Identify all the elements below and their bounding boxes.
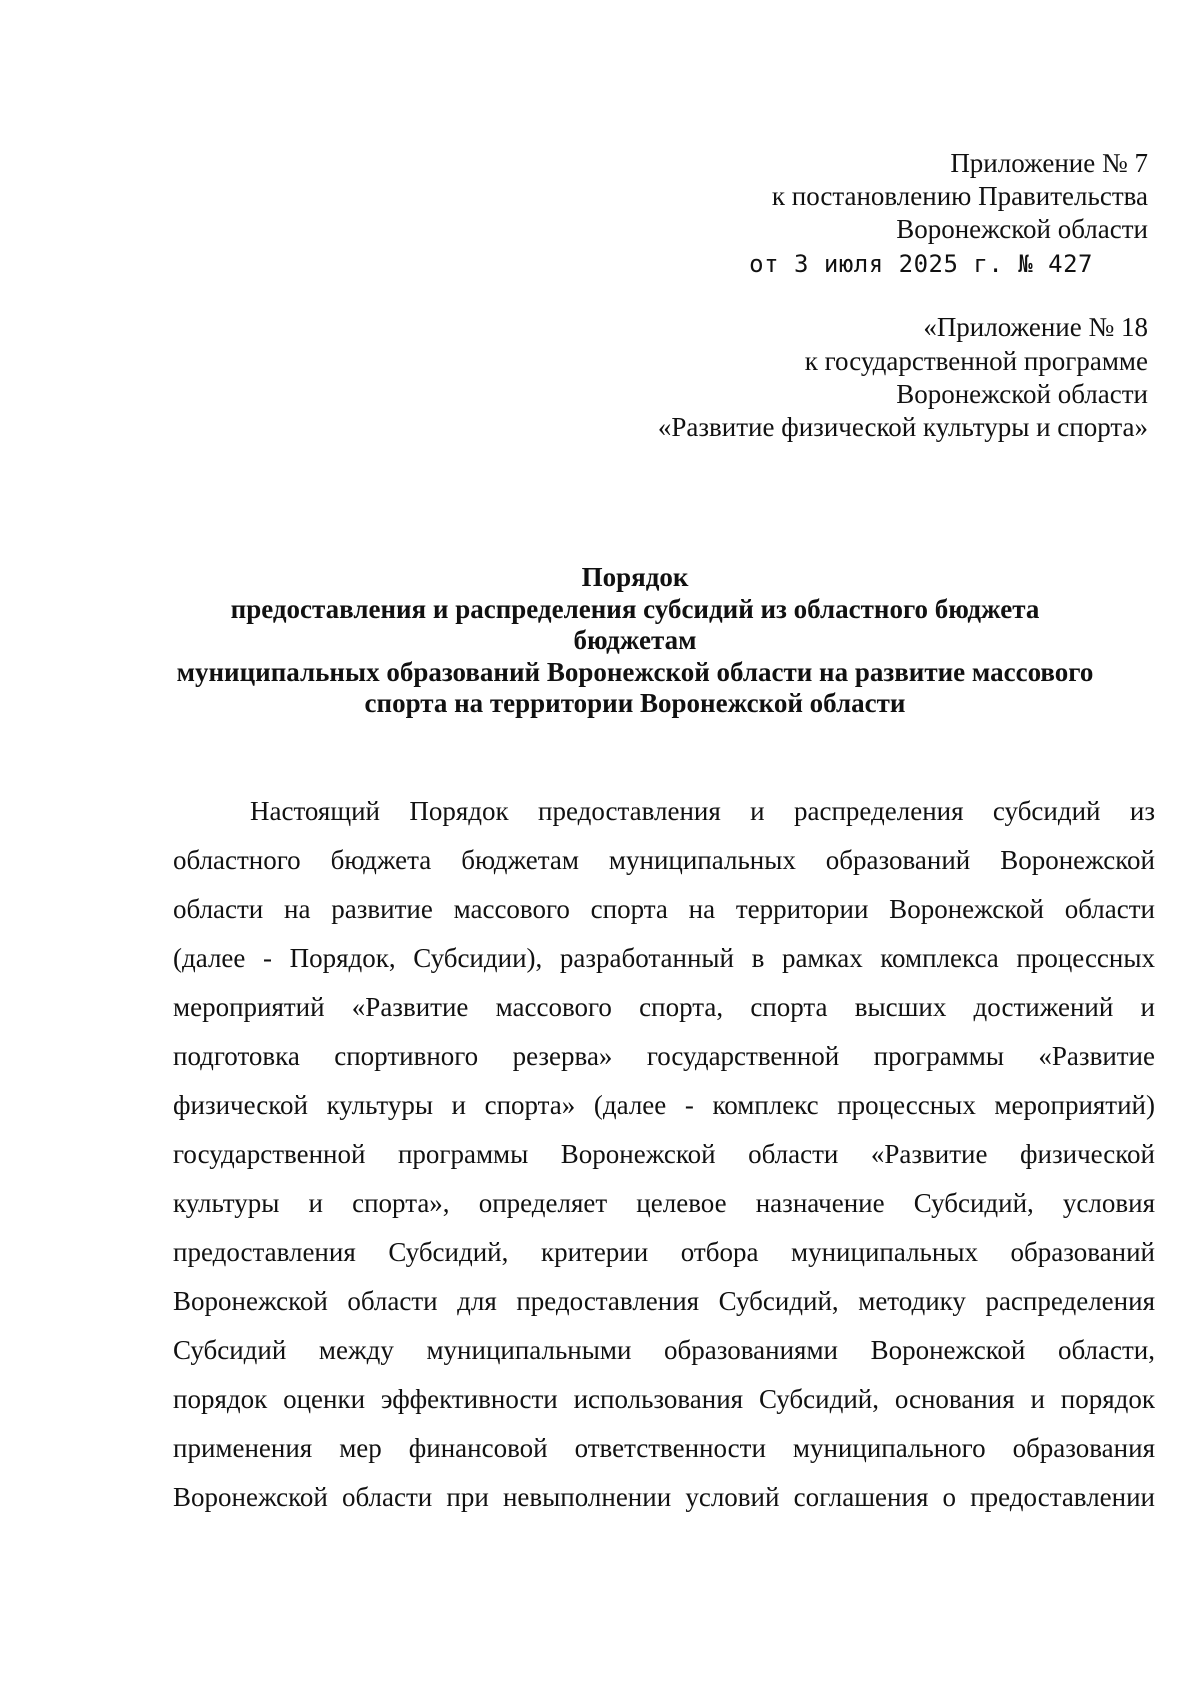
body-line: Настоящий Порядок предоставления и распределения субсидий из [250,796,1155,826]
appendix-program-name: «Развитие физической культуры и спорта» [657,412,1148,442]
body-line: физической культуры и спорта» (далее - комплекс процессных мероприятий) [173,1090,1155,1120]
body-line: областного бюджета бюджетам муниципальных образований Воронежской [173,845,1155,875]
body-line: Воронежской области для предоставления Субсидий, методику распределения [173,1286,1155,1316]
appendix-program-region: Воронежской области [896,379,1148,409]
appendix-program-reference: к государственной программе [804,346,1148,376]
appendix-program-number: «Приложение № 18 [923,312,1148,342]
body-line: Субсидий между муниципальными образованиями Воронежской области, [173,1335,1155,1365]
body-line: порядок оценки эффективности использования Субсидий, основания и порядок [173,1384,1155,1414]
appendix-current-region: Воронежской области [896,214,1148,244]
body-paragraph [173,787,1155,1522]
title-line: муниципальных образований Воронежской области на развитие массового [176,656,1094,687]
body-line: применения мер финансовой ответственности муниципального образования [173,1433,1155,1463]
body-line: Воронежской области при невыполнении условий соглашения о предоставлении [173,1482,1155,1512]
body-line: предоставления Субсидий, критерии отбора муниципальных образований [173,1237,1155,1267]
title-line: Порядок [581,562,689,592]
title-line: предоставления и распределения субсидий из областного бюджета [230,593,1040,624]
body-line: государственной программы Воронежской области «Развитие физической [173,1139,1155,1169]
document-title [120,562,1150,720]
body-line: области на развитие массового спорта на территории Воронежской области [173,894,1155,924]
title-line: бюджетам [573,625,697,655]
title-line: спорта на территории Воронежской области [364,688,906,718]
appendix-current-number: Приложение № 7 [950,148,1148,178]
body-line: (далее - Порядок, Субсидии), разработанный в рамках комплекса процессных [173,943,1155,973]
body-line: культуры и спорта», определяет целевое назначение Субсидий, условия [173,1188,1155,1218]
body-line: мероприятий «Развитие массового спорта, спорта высших достижений и [173,992,1155,1022]
appendix-current-date-number: от 3 июля 2025 г. № 427 [749,250,1093,278]
appendix-current-resolution: к постановлению Правительства [771,181,1148,211]
body-line: подготовка спортивного резерва» государственной программы «Развитие [173,1041,1155,1071]
